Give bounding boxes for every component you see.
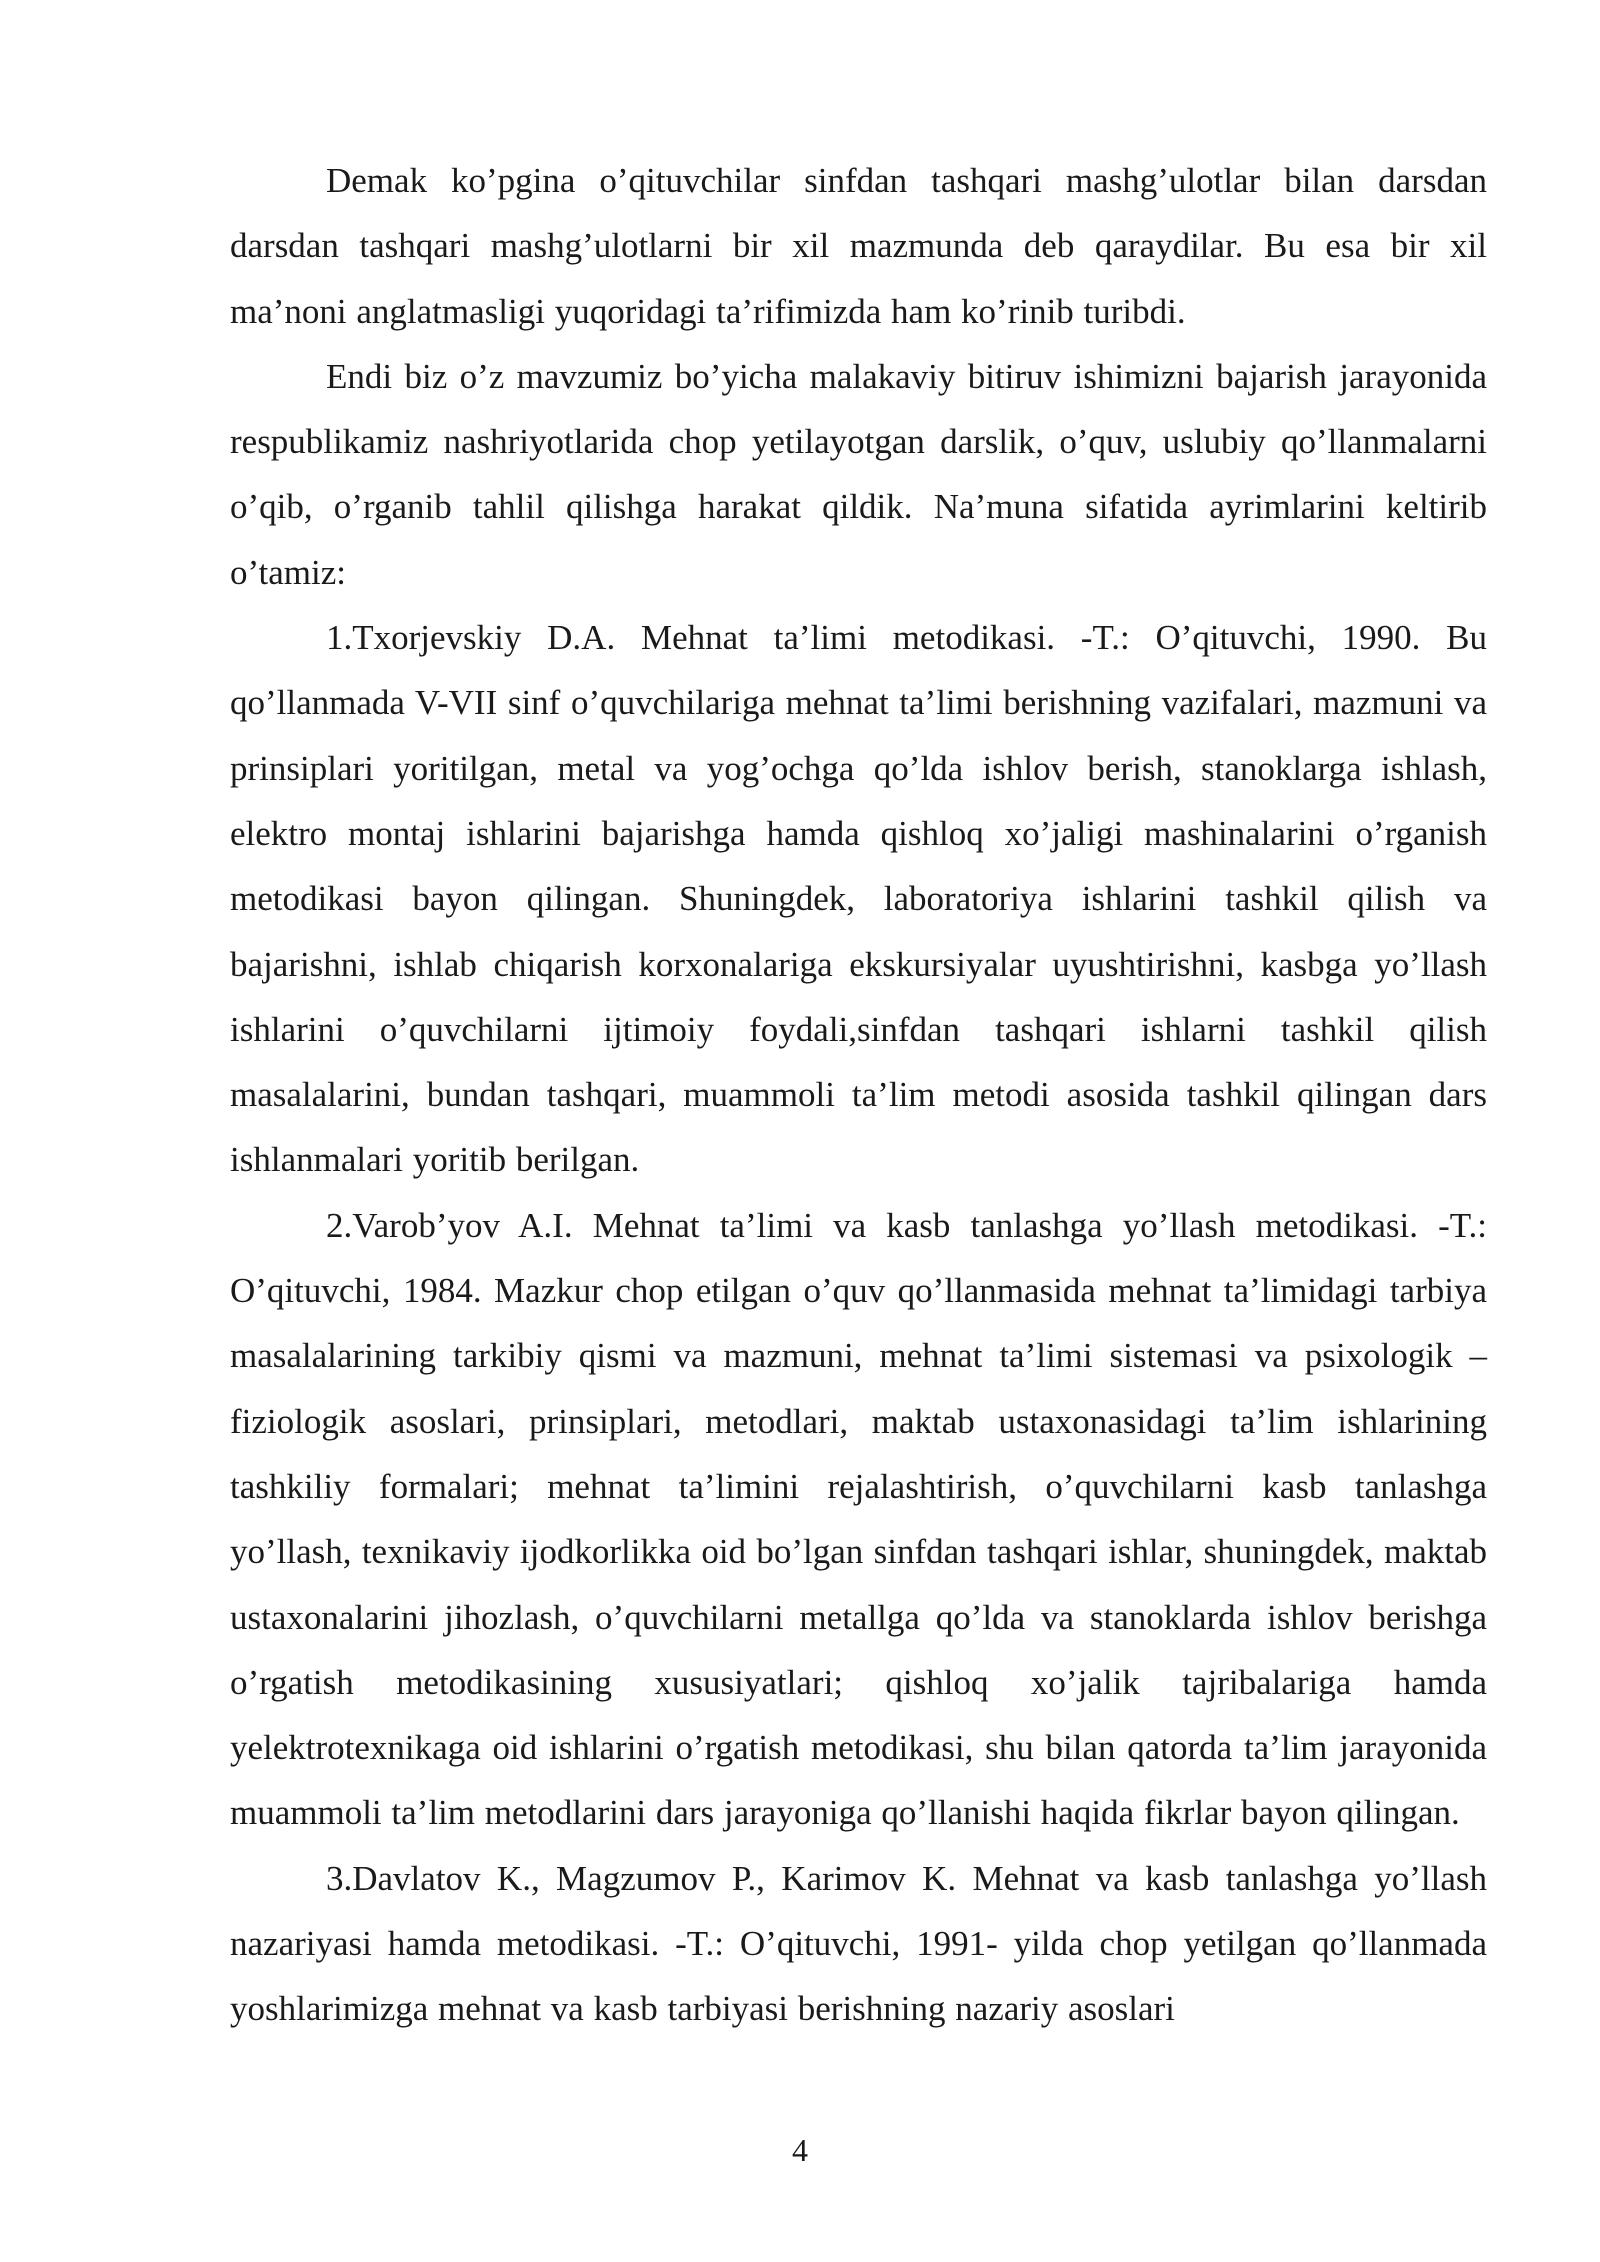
paragraph-intro: Demak ko’pgina o’qituvchilar sinfdan tashqari mashg’ulotlar bilan darsdan darsdan tashqari mashg’ulotlarni bir xil mazmunda deb qaraydilar. Bu esa bir xil ma’noni anglatmasligi yuqoridagi ta’rifimizda ham ko’rinib turibdi. (230, 161, 1487, 331)
paragraph-source-1: 1.Txorjevskiy D.A. Mehnat ta’limi metodikasi. -T.: O’qituvchi, 1990. Bu qo’llanmada V-VII sinf o’quvchilariga mehnat ta’limi berishning vazifalari, mazmuni va prinsiplari yoritilgan, metal va yog’ochga qo’lda ishlov berish, stanoklarga ishlash, elektro montaj ishlarini bajarishga hamda qishloq xo’jaligi mashinalarini o’rganish metodikasi bayon qilingan. Shuningdek, laboratoriya ishlarini tashkil qilish va bajarishni, ishlab chiqarish korxonalariga ekskursiyalar uyushtirishni, kasbga yo’llash ishlarini o’quvchilarni ijtimoiy foydali,sinfdan tashqari ishlarni tashkil qilish masalalarini, bundan tashqari, muammoli ta’lim metodi asosida tashkil qilingan dars ishlanmalari yoritib berilgan. (230, 618, 1487, 1180)
paragraph-source-3: 3.Davlatov K., Magzumov P., Karimov K. Mehnat va kasb tanlashga yo’llash nazariyasi hamda metodikasi. -T.: O’qituvchi, 1991- yilda chop yetilgan qo’llanmada yoshlarimizga mehnat va kasb tarbiyasi berishning nazariy asoslari (230, 1858, 1487, 2029)
paragraph-source-2: 2.Varob’yov A.I. Mehnat ta’limi va kasb tanlashga yo’llash metodikasi. -T.: O’qituvchi, 1984. Mazkur chop etilgan o’quv qo’llanmasida mehnat ta’limidagi tarbiya masalalarining tarkibiy qismi va mazmuni, mehnat ta’limi sistemasi va psixologik – fiziologik asoslari, prinsiplari, metodlari, maktab ustaxonasidagi ta’lim ishlarining tashkiliy formalari; mehnat ta’limini rejalashtirish, o’quvchilarni kasb tanlashga yo’llash, texnikaviy ijodkorlikka oid bo’lgan sinfdan tashqari ishlar, shuningdek, maktab ustaxonalarini jihozlash, o’quvchilarni metallga qo’lda va stanoklarda ishlov berishga o’rgatish metodikasining xususiyatlari; qishloq xo’jalik tajribalariga hamda yelektrotexnikaga oid ishlarini o’rgatish metodikasi, shu bilan qatorda ta’lim jarayonida muammoli ta’lim metodlarini dars jarayoniga qo’llanishi haqida fikrlar bayon qilingan. (230, 1205, 1487, 1833)
paragraph-review: Endi biz o’z mavzumiz bo’yicha malakaviy bitiruv ishimizni bajarish jarayonida respublikamiz nashriyotlarida chop yetilayotgan darslik, o’quv, uslubiy qo’llanmalarni o’qib, o’rganib tahlil qilishga harakat qildik. Na’muna sifatida ayrimlarini keltirib o’tamiz: (230, 356, 1487, 592)
body-text (230, 148, 1487, 2042)
page-number: 4 (792, 2132, 808, 2168)
